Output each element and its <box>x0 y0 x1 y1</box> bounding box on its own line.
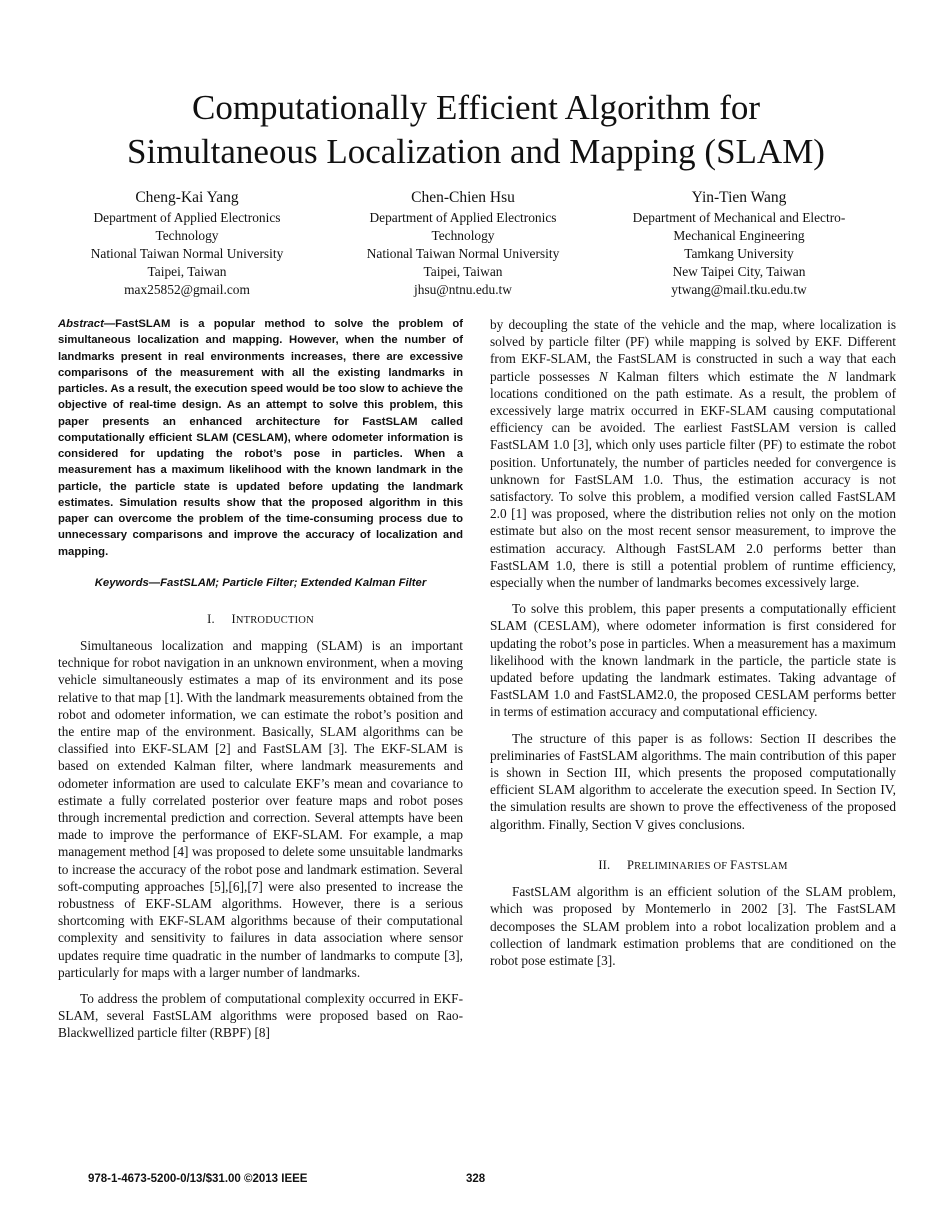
keywords-text: —FastSLAM; Particle Filter; Extended Kalman Filter <box>148 576 427 589</box>
paragraph-intro-2-continued: by decoupling the state of the vehicle and the map, where localization is solved by particle filter (PF) while mapping is solved by EKF. Different from EKF-SLAM, the FastSLAM is constructed in such a way that each particle possesses N Kalman filters which estimate the N landmark locations conditioned on the path estimate. As a result, the problem of excessively large matrix occurred in EKF-SLAM causing computational efficiency can be avoided. The earliest FastSLAM version is called FastSLAM 1.0 [3], which only uses particle filter (PF) to estimate the robot position. Unfortunately, the number of particles needed for convergence is unknown for FastSLAM 1.0. Thus, the estimation accuracy is not satisfactory. To solve this problem, a modified version called FastSLAM 2.0 [1] was proposed, where the distribution relies not only on the motion estimate but also on the most recent sensor measurement, to improve the estimation accuracy. Although FastSLAM 2.0 performs better than FastSLAM 1.0, there is still a potential problem of runtime efficiency, especially when the number of landmarks becomes excessively large. <box>490 317 896 591</box>
paragraph-preliminaries-1: FastSLAM algorithm is an efficient solution of the SLAM problem, which was proposed by Montemerlo in 2002 [3]. The FastSLAM decomposes the SLAM problem into a robot localization problem and a collection of landmark estimation problems that are conditioned on the robot pose estimate [3]. <box>490 884 896 968</box>
paper-title <box>40 86 912 174</box>
author-location: Taipei, Taiwan <box>147 264 227 279</box>
title-line-1: Computationally Efficient Algorithm for <box>191 88 760 127</box>
author-dept-line2: Mechanical Engineering <box>673 228 805 243</box>
left-column <box>58 316 463 1042</box>
section-heading-introduction: I. INTRODUCTION <box>207 611 314 626</box>
author-dept-line2: Technology <box>431 228 495 243</box>
author-email: jhsu@ntnu.edu.tw <box>414 282 512 297</box>
author-dept-line1: Department of Applied Electronics <box>369 210 557 225</box>
author-university: National Taiwan Normal University <box>90 246 284 261</box>
author-name: Yin-Tien Wang <box>691 189 787 206</box>
paragraph-intro-1: Simultaneous localization and mapping (SLAM) is an important technique for robot navigation in an unknown environment, when a moving vehicle simultaneously estimates a map of its environment and its pose relative to that map [1]. With the landmark measurements obtained from the robot and odometer information, we can estimate the robot’s position and the entire map of the environment. Basically, SLAM algorithms can be classified into EKF-SLAM [2] and FastSLAM [3]. The EKF-SLAM is based on extended Kalman filter, where landmark measurements and odometer information are used to calculate EKF’s mean and covariance to estimate a fully correlated posterior over feature maps and robot poses through incremental prediction and correction. Several attempts have been made to improve the performance of EKF-SLAM. For example, a map management method [4] was proposed to delete some unsuitable landmarks to increase the accuracy of the robot pose and landmark estimation. Several soft-computing approaches [5],[6],[7] were also presented to increase the robustness of EKF-SLAM algorithms. However, there is a serious shortcoming with EKF-SLAM algorithms because of their computational complexity and sensitivity to failures in data association where sensor updates require time quadratic in the number of landmarks to compute [3], particularly for maps with a larger number of landmarks. <box>58 637 463 980</box>
author-university: Tamkang University <box>684 246 794 261</box>
keywords <box>58 575 463 591</box>
author-email: max25852@gmail.com <box>124 282 250 297</box>
page-number: 328 <box>466 1173 486 1185</box>
title-line-2: Simultaneous Localization and Mapping (SLAM) <box>127 132 825 171</box>
paragraph-intro-4: The structure of this paper is as follows: Section II describes the preliminaries of FastSLAM algorithms. The main contribution of this paper is shown in Section III, which presents the proposed computationally efficient SLAM algorithm to accelerate the execution speed. In Section IV, the simulation results are shown to prove the effectiveness of the proposed algorithm. Finally, Section V gives conclusions. <box>490 730 896 832</box>
author-location: New Taipei City, Taiwan <box>672 264 806 279</box>
abstract <box>58 316 463 560</box>
author-dept-line1: Department of Mechanical and Electro- <box>632 210 846 225</box>
author-location: Taipei, Taiwan <box>423 264 503 279</box>
author-block-2 <box>313 188 613 299</box>
abstract-text: —FastSLAM is a popular method to solve the problem of simultaneous localization and mapping. However, when the number of landmarks present in real environments increases, there are excessive comparisons of the measurement with all the existing landmarks in particles. As a result, the execution speed would be too slow to achieve the objective of real-time design. As an attempt to solve this problem, this paper presents an enhanced architecture for FastSLAM called computationally efficient SLAM (CESLAM), where odometer information is considered for updating the robot’s pose in particles. When a measurement has a maximum likelihood with the known landmark in the particle, the particle state is updated before updating the landmark estimates. Simulation results show that the proposed algorithm in this paper can overcome the problem of the time-consuming process due to unnecessary comparisons and improve the accuracy of localization and mapping. <box>58 318 463 558</box>
footer-isbn: 978-1-4673-5200-0/13/$31.00 ©2013 IEEE <box>88 1173 308 1185</box>
paragraph-intro-2: To address the problem of computational complexity occurred in EKF-SLAM, several FastSLAM algorithms were proposed based on Rao-Blackwellized particle filter (RBPF) [8] <box>58 991 463 1041</box>
keywords-label: Keywords <box>94 576 149 589</box>
author-block-1 <box>37 188 337 299</box>
abstract-label: Abstract <box>58 318 104 330</box>
author-university: National Taiwan Normal University <box>366 246 560 261</box>
author-dept-line2: Technology <box>155 228 219 243</box>
author-name: Chen-Chien Hsu <box>411 189 515 206</box>
paragraph-intro-3: To solve this problem, this paper presents a computationally efficient SLAM (CESLAM), where odometer information is first considered for updating the robot’s pose in particles. When a measurement has a maximum likelihood with the known landmark in the particle, the particle state is updated before updating the landmark estimates. Taking advantage of FastSLAM 1.0 and FastSLAM2.0, the proposed CESLAM performs better in terms of estimation accuracy and computational efficiency. <box>490 601 896 720</box>
author-name: Cheng-Kai Yang <box>135 189 239 206</box>
author-block-3 <box>589 188 889 299</box>
author-dept-line1: Department of Applied Electronics <box>93 210 281 225</box>
section-heading-preliminaries: II. PRELIMINARIES OF FASTSLAM <box>598 857 788 872</box>
author-email: ytwang@mail.tku.edu.tw <box>671 282 807 297</box>
right-column <box>490 316 896 969</box>
